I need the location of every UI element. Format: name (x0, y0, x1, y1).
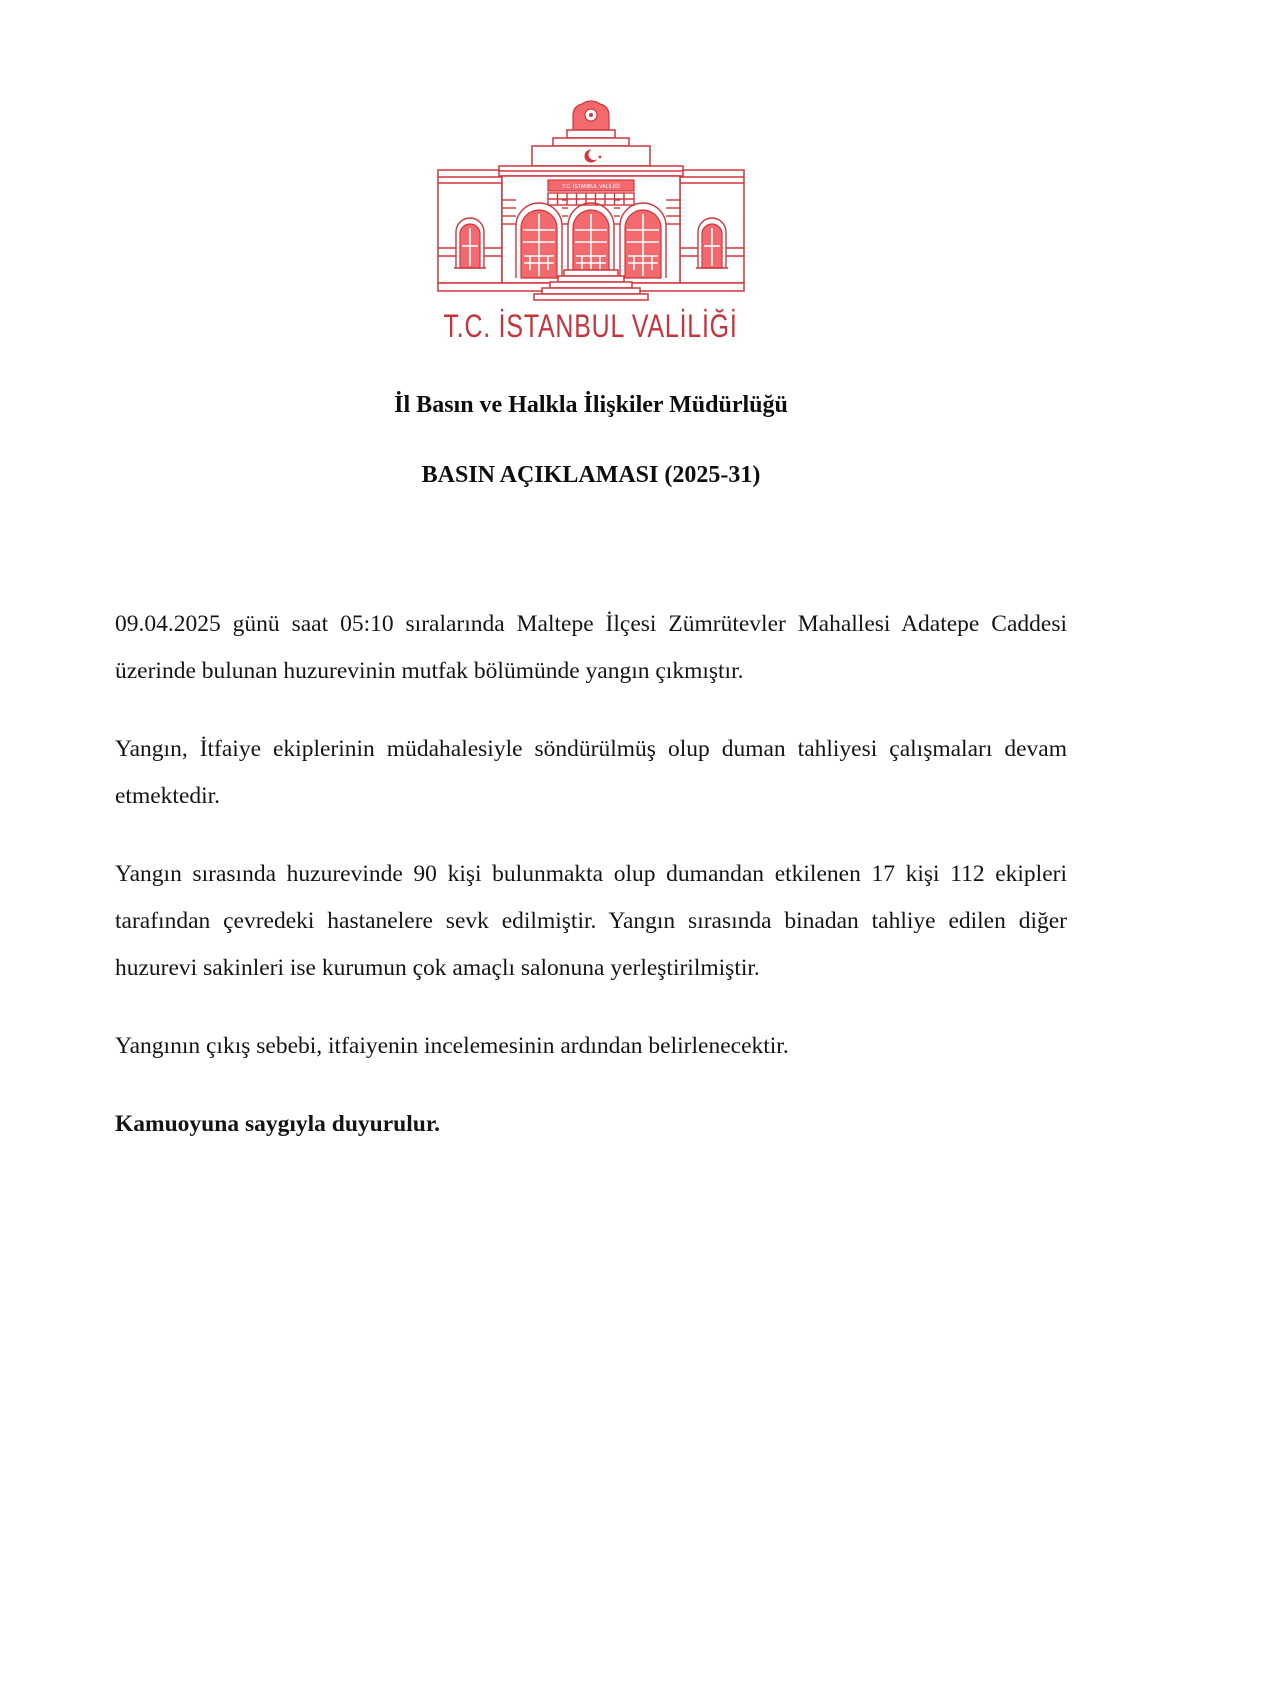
logo-caption: T.C. İSTANBUL VALİLİĞİ (443, 308, 739, 344)
document-content (115, 0, 1067, 1148)
governorship-logo (115, 100, 1067, 343)
press-release-title: BASIN AÇIKLAMASI (2025-31) (421, 462, 761, 488)
department-title: İl Basın ve Halkla İlişkiler Müdürlüğü (394, 392, 788, 418)
paragraph-casualties: Yangın sırasında huzurevinde 90 kişi bulunmakta olup dumandan etkilenen 17 kişi 112 ekipleri tarafından çevredeki hastanelere sevk edilmiştir. Yangın sırasında binadan tahliye edilen diğer huzurevi sakinleri ise kurumun çok amaçlı salonuna yerleştirilmiştir. (115, 861, 1067, 981)
closing-statement: Kamuoyuna saygıyla duyurulur. (115, 1111, 440, 1137)
paragraph-incident: 09.04.2025 günü saat 05:10 sıralarında Maltepe İlçesi Zümrütevler Mahallesi Adatepe Caddesi üzerinde bulunan huzurevinin mutfak bölümünde yangın çıkmıştır. (115, 611, 1067, 684)
press-release-body (115, 601, 1067, 1148)
paragraph-cause: Yangının çıkış sebebi, itfaiyenin incelemesinin ardından belirlenecektir. (115, 1033, 789, 1059)
left-wing (438, 170, 502, 283)
paragraph-response: Yangın, İtfaiye ekiplerinin müdahalesiyle söndürülmüş olup duman tahliyesi çalışmaları devam etmektedir. (115, 736, 1067, 809)
building-emblem-icon (436, 100, 746, 303)
right-wing (680, 170, 744, 283)
banner-text: T.C. İSTANBUL VALİLİĞİ (562, 184, 620, 190)
